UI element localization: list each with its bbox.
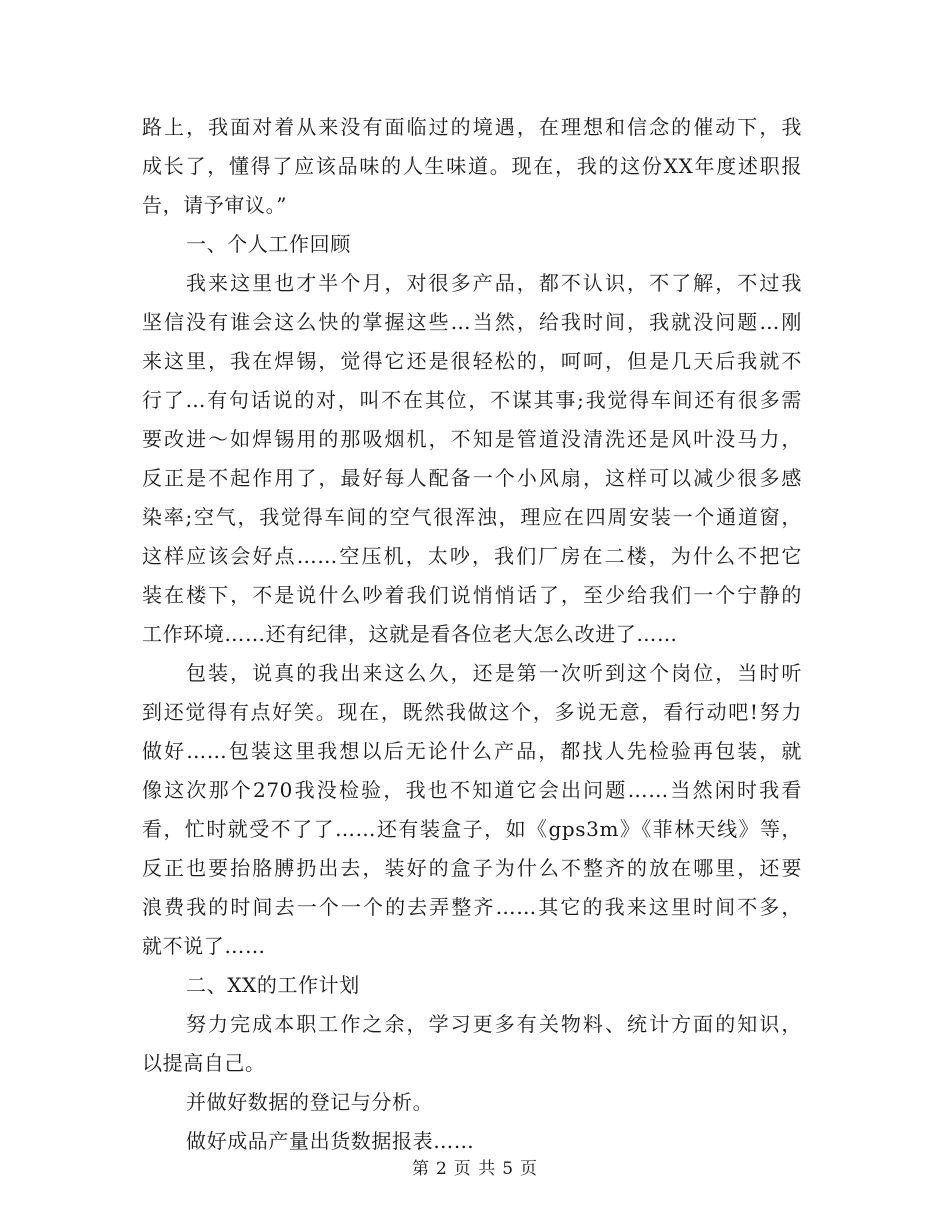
text-line: 装在楼下，不是说什么吵着我们说悄悄话了，至少给我们一个宁静的: [142, 583, 802, 607]
text-line: 像这次那个270我没检验，我也不知道它会出问题……当然闲时我看: [142, 778, 802, 802]
footer-suffix: 页: [520, 1159, 539, 1179]
paragraph-plan-data: [142, 1083, 802, 1122]
text-line: 工作环境……还有纪律，这就是看各位老大怎么改进了……: [142, 622, 678, 646]
document-body: [142, 108, 802, 1161]
paragraph-plan-study: [142, 1005, 802, 1083]
paragraph-work-review: [142, 264, 802, 654]
text-line: 路上，我面对着从来没有面临过的境遇，在理想和信念的催动下，我: [142, 115, 802, 139]
text-line: 努力完成本职工作之余，学习更多有关物料、统计方面的知识，: [186, 1012, 802, 1036]
section-heading-text: 一、个人工作回顾: [186, 232, 351, 256]
text-line: 这样应该会好点……空压机，太吵，我们厂房在二楼，为什么不把它: [142, 544, 802, 568]
text-line: 要改进～如焊锡用的那吸烟机，不知是管道没清洗还是风叶没马力，: [142, 427, 802, 451]
text-line: 我来这里也才半个月，对很多产品，都不认识，不了解，不过我: [186, 271, 802, 295]
text-line: 浪费我的时间去一个一个的去弄整齐……其它的我来这里时间不多，: [142, 895, 802, 919]
section-heading-1: [142, 225, 802, 264]
current-page-number: 2: [435, 1159, 448, 1179]
text-line: 染率;空气，我觉得车间的空气很浑浊，理应在四周安装一个通道窗，: [142, 505, 802, 529]
text-line: 行了…有句话说的对，叫不在其位，不谋其事;我觉得车间还有很多需: [142, 388, 802, 412]
total-pages-number: 5: [502, 1159, 515, 1179]
text-line: 成长了，懂得了应该品味的人生味道。现在，我的这份XX年度述职报: [142, 154, 802, 178]
text-line: 坚信没有谁会这么快的掌握这些…当然，给我时间，我就没问题…刚: [142, 310, 802, 334]
section-heading-text: 二、XX的工作计划: [186, 973, 360, 997]
page-number-footer: [0, 1154, 950, 1179]
footer-middle: 页 共: [453, 1159, 497, 1179]
text-line: 以提高自己。: [142, 1051, 266, 1075]
text-line: 告，请予审议。”: [142, 193, 288, 217]
text-line: 做好……包装这里我想以后无论什么产品，都找人先检验再包装，就: [142, 739, 802, 763]
text-line: 包装，说真的我出来这么久，还是第一次听到这个岗位，当时听: [186, 661, 802, 685]
text-line: 反正也要抬胳膊扔出去，装好的盒子为什么不整齐的放在哪里，还要: [142, 856, 802, 880]
text-line: 反正是不起作用了，最好每人配备一个小风扇，这样可以减少很多感: [142, 466, 802, 490]
section-heading-2: [142, 966, 802, 1005]
text-line: 来这里，我在焊锡，觉得它还是很轻松的，呵呵，但是几天后我就不: [142, 349, 802, 373]
text-line: 看，忙时就受不了了……还有装盒子，如《gps3m》《菲林天线》等，: [142, 817, 802, 841]
paragraph-continuation: [142, 108, 802, 225]
text-line: 并做好数据的登记与分析。: [186, 1090, 434, 1114]
text-line: 就不说了……: [142, 934, 266, 958]
footer-prefix: 第: [411, 1159, 430, 1179]
text-line: 做好成品产量出货数据报表……: [186, 1129, 475, 1153]
text-line: 到还觉得有点好笑。现在，既然我做这个，多说无意，看行动吧!努力: [142, 700, 802, 724]
paragraph-packaging: [142, 654, 802, 966]
